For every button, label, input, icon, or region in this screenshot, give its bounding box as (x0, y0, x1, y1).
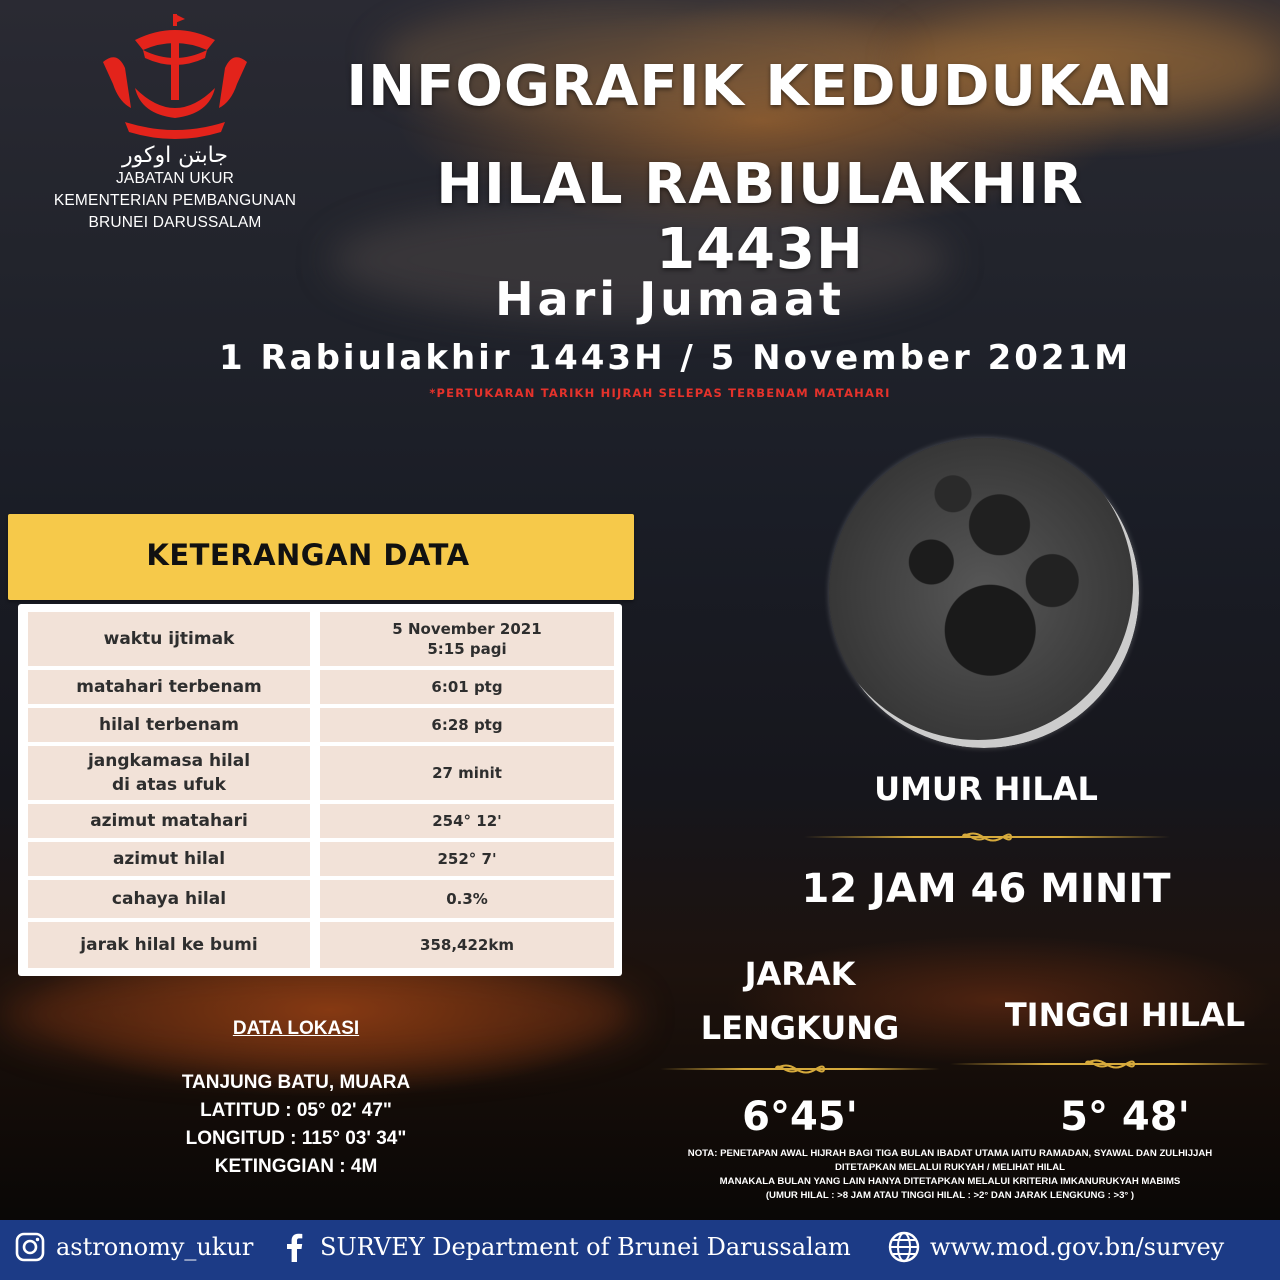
table-cell-label: matahari terbenam (76, 677, 262, 697)
gold-divider-ornament (950, 1057, 1270, 1071)
location-heading: DATA LOKASI (232, 1018, 360, 1039)
table-cell-label: azimut matahari (90, 811, 248, 831)
location-longitude: LONGITUD : 115° 03' 34" (185, 1128, 407, 1149)
table-cell-value: 27 minit (432, 764, 502, 782)
table-cell-label: cahaya hilal (111, 889, 227, 909)
facebook-link[interactable] (278, 1220, 851, 1274)
umur-hilal-label: UMUR HILAL (874, 770, 1098, 808)
footer-bar (0, 1220, 1280, 1280)
ornament-knot-icon (772, 1062, 828, 1076)
mabims-note-line: NOTA: PENETAPAN AWAL HIJRAH BAGI TIGA BULAN IBADAT UTAMA IAITU RAMADAN, SYAWAL DAN ZULHIJJAH (687, 1148, 1213, 1159)
table-row (28, 922, 614, 968)
table-cell-label: waktu ijtimak (103, 629, 235, 649)
instagram-handle: astronomy_ukur (56, 1233, 254, 1261)
globe-icon (888, 1231, 920, 1263)
gold-divider-ornament (804, 830, 1170, 844)
jabatan-ukur-logo (30, 10, 320, 250)
date-label: 1 Rabiulakhir 1443H / 5 November 2021M (218, 338, 1132, 378)
table-cell-label: jarak hilal ke bumi (80, 935, 258, 955)
logo-org-line-1: JABATAN UKUR (115, 170, 235, 187)
logo-org-line-2: KEMENTERIAN PEMBANGUNAN (53, 192, 297, 209)
table-cell-value: 254° 12' (432, 812, 502, 830)
jarak-lengkung-label-2: LENGKUNG (700, 1009, 900, 1047)
ornament-knot-icon (1082, 1057, 1138, 1071)
hijri-change-note: *PERTUKARAN TARIKH HIJRAH SELEPAS TERBENAM MATAHARI (429, 386, 891, 400)
table-row (28, 612, 614, 666)
table-row (28, 746, 614, 800)
logo-jawi-text: جابتن اوكور (121, 143, 228, 168)
brunei-emblem-icon (95, 10, 255, 148)
jarak-lengkung-label-1: JARAK (744, 955, 856, 993)
table-cell-value: 6:01 ptg (431, 678, 503, 696)
table-row (28, 708, 614, 742)
tinggi-hilal-label: TINGGI HILAL (1004, 996, 1246, 1034)
table-cell-label: hilal terbenam (98, 715, 239, 735)
data-table (18, 604, 622, 976)
mabims-note-line: (UMUR HILAL : >8 JAM ATAU TINGGI HILAL : >2° DAN JARAK LENGKUNG : >3° ) (765, 1190, 1135, 1201)
gold-divider-ornament (660, 1062, 940, 1076)
website-url: www.mod.gov.bn/survey (930, 1233, 1225, 1261)
table-cell-label: azimut hilal (112, 849, 226, 869)
location-latitude: LATITUD : 05° 02' 47" (200, 1100, 392, 1121)
instagram-icon (14, 1231, 46, 1263)
mabims-note-line: DITETAPKAN MELALUI RUKYAH / MELIHAT HILAL (834, 1162, 1066, 1173)
tinggi-hilal-value: 5° 48' (1060, 1094, 1190, 1140)
table-row (28, 842, 614, 876)
page-title-line-2: HILAL RABIULAKHIR 1443H (436, 152, 1084, 282)
logo-org-line-3: BRUNEI DARUSSALAM (88, 214, 262, 231)
data-panel-banner (8, 514, 634, 600)
table-row (28, 880, 614, 918)
ornament-knot-icon (959, 830, 1015, 844)
umur-hilal-value: 12 JAM 46 MINIT (801, 866, 1171, 912)
mabims-note (640, 1147, 1260, 1203)
day-label: Hari Jumaat (495, 272, 845, 326)
location-place: TANJUNG BATU, MUARA (181, 1072, 411, 1093)
instagram-link[interactable] (14, 1220, 253, 1274)
facebook-page-name: SURVEY Department of Brunei Darussalam (320, 1233, 851, 1261)
jarak-lengkung-value: 6°45' (742, 1094, 858, 1140)
table-cell-value: 358,422km (420, 936, 514, 954)
location-elevation: KETINGGIAN : 4M (214, 1156, 378, 1177)
data-panel-heading: KETERANGAN DATA (146, 538, 470, 572)
table-cell-value: 252° 7' (437, 850, 497, 868)
page-title-line-1: INFOGRAFIK KEDUDUKAN (346, 54, 1174, 119)
table-row (28, 804, 614, 838)
crescent-moon-image (829, 438, 1139, 748)
facebook-icon (278, 1231, 310, 1263)
table-cell-label: jangkamasa hilal di atas ufuk (87, 751, 251, 795)
table-cell-value: 5 November 2021 5:15 pagi (392, 620, 542, 658)
website-link[interactable] (888, 1220, 1224, 1274)
mabims-note-line: MANAKALA BULAN YANG LAIN HANYA DITETAPKAN MELALUI KRITERIA IMKANURUKYAH MABIMS (719, 1176, 1181, 1187)
table-cell-value: 0.3% (446, 890, 488, 908)
table-cell-value: 6:28 ptg (431, 716, 503, 734)
table-row (28, 670, 614, 704)
